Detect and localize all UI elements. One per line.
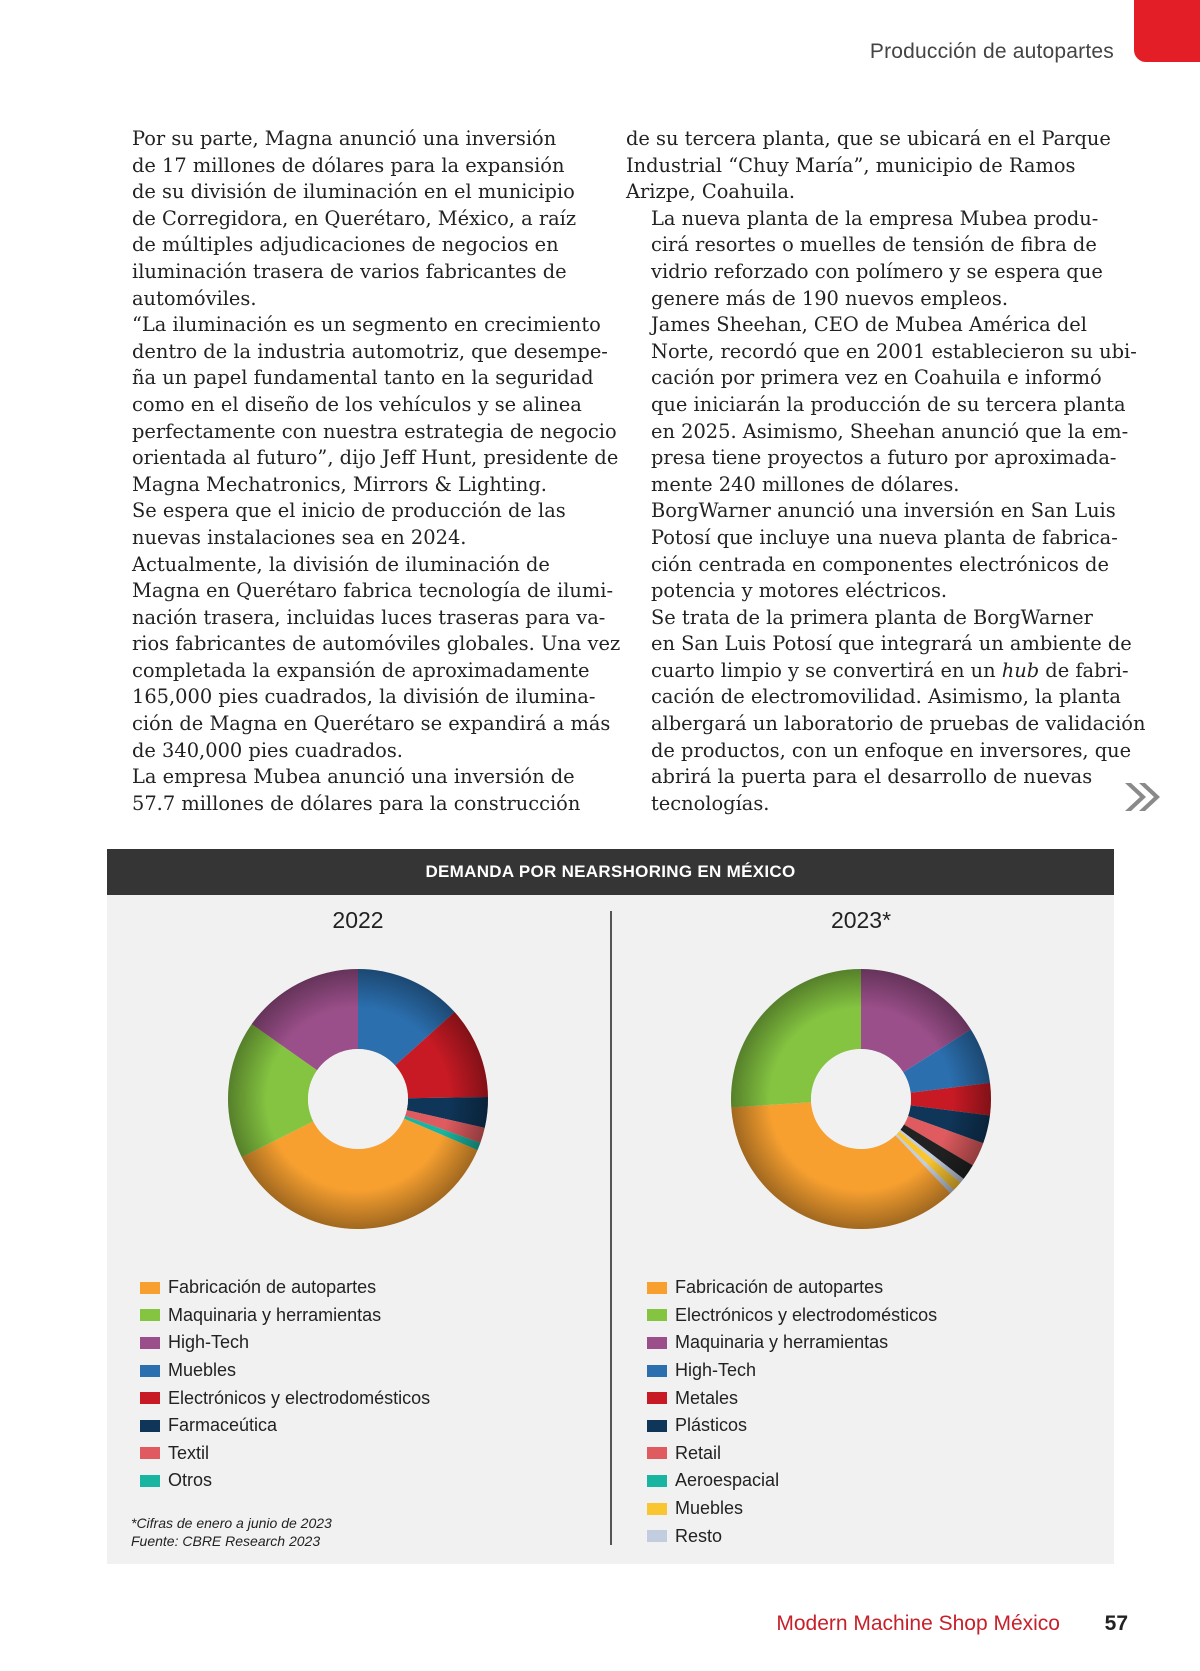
section-color-tab	[1134, 0, 1200, 62]
paragraph	[107, 312, 619, 498]
text-line: “La iluminación es un segmento en crecimiento	[132, 313, 601, 337]
legend-item	[647, 1384, 937, 1412]
legend-label: Electrónicos y electrodomésticos	[168, 1387, 431, 1408]
text-line: genere más de 190 nuevos empleos.	[651, 286, 1008, 310]
legend-item	[647, 1329, 937, 1357]
legend-swatch	[647, 1282, 667, 1294]
paragraph	[626, 312, 1137, 498]
legend-label: Fabricación de autopartes	[168, 1277, 377, 1298]
emphasis-hub: hub	[1001, 658, 1040, 682]
text-line: de múltiples adjudicaciones de negocios en	[132, 233, 559, 257]
text-line: de Corregidora, en Querétaro, México, a raíz	[132, 206, 577, 230]
legend-label: Resto	[675, 1525, 723, 1546]
section-title: Producción de autopartes	[869, 40, 1114, 63]
legend-item	[647, 1467, 937, 1495]
legend-swatch	[140, 1309, 160, 1321]
paragraph	[626, 498, 1116, 604]
paragraph	[107, 552, 621, 765]
chart-2022-subtitle: 2022	[332, 907, 384, 933]
text-line: cirá resortes o muelles de tensión de fibra de	[651, 233, 1097, 257]
legend-item	[140, 1467, 430, 1495]
text-line: abrirá la puerta para el desarrollo de nuevas	[651, 765, 1093, 789]
article-body	[107, 126, 1146, 817]
paragraph	[107, 498, 597, 551]
donut-chart-2022	[208, 949, 508, 1249]
text-line: Industrial “Chuy María”, municipio de Ramos	[626, 153, 1076, 177]
text-line: cación por primera vez en Coahuila e informó	[651, 366, 1102, 390]
legend-label: High-Tech	[168, 1332, 250, 1353]
magazine-name: Modern Machine Shop México	[776, 1612, 1060, 1635]
legend-swatch	[647, 1530, 667, 1542]
text-line: iluminación trasera de varios fabricantes de	[132, 259, 567, 283]
text-line: vidrio reforzado con polímero y se espera que	[651, 259, 1103, 283]
text-line: Magna en Querétaro fabrica tecnología de ilumi-	[132, 579, 614, 603]
text-line: ción centrada en componentes electrónicos de	[651, 552, 1109, 576]
legend-2022	[140, 1274, 430, 1495]
legend-swatch	[140, 1420, 160, 1432]
legend-item	[140, 1440, 430, 1468]
text-line: BorgWarner anunció una inversión en San Luis	[651, 499, 1116, 523]
legend-swatch	[647, 1392, 667, 1404]
legend-label: Metales	[675, 1387, 739, 1408]
text-line: 165,000 pies cuadrados, la división de ilumina-	[132, 685, 596, 709]
text-line: completada la expansión de aproximadamente	[132, 658, 590, 682]
text-line: 57.7 millones de dólares para la construcción	[132, 791, 581, 815]
text-line: Por su parte, Magna anunció una inversión	[132, 127, 557, 150]
legend-item	[647, 1412, 937, 1440]
text-line	[626, 658, 1129, 685]
legend-swatch	[140, 1447, 160, 1459]
legend-label: Textil	[168, 1442, 210, 1463]
text-fragment: cuarto limpio y se convertirá en un	[651, 658, 1002, 682]
text-line: James Sheehan, CEO de Mubea América del	[651, 313, 1087, 337]
legend-item	[647, 1302, 937, 1330]
chart-footnotes	[131, 1514, 332, 1550]
text-line: cación de electromovilidad. Asimismo, la planta	[651, 685, 1121, 709]
paragraph	[626, 605, 1146, 818]
legend-label: Fabricación de autopartes	[675, 1277, 884, 1298]
legend-swatch	[647, 1365, 667, 1377]
text-line: albergará un laboratorio de pruebas de validación	[651, 712, 1146, 736]
text-line: de su división de iluminación en el municipio	[132, 180, 575, 204]
chart-2023-subtitle: 2023*	[830, 907, 892, 933]
legend-swatch	[647, 1503, 667, 1515]
text-line: dentro de la industria automotriz, que desempe-	[132, 339, 608, 363]
legend-item	[140, 1384, 430, 1412]
legend-label: Retail	[675, 1442, 722, 1463]
legend-item	[647, 1357, 937, 1385]
legend-swatch	[140, 1365, 160, 1377]
legend-swatch	[647, 1309, 667, 1321]
footnote-source: Fuente: CBRE Research 2023	[131, 1533, 321, 1549]
text-line: Actualmente, la división de iluminación de	[132, 552, 550, 576]
page-number: 57	[1104, 1612, 1128, 1635]
chart-divider	[610, 911, 612, 1545]
legend-swatch	[647, 1337, 667, 1349]
legend-label: Maquinaria y herramientas	[675, 1332, 889, 1353]
article-column-right	[626, 126, 1146, 817]
legend-item	[647, 1440, 937, 1468]
text-line: que iniciarán la producción de su tercera planta	[651, 392, 1126, 416]
footnote-period: *Cifras de enero a junio de 2023	[131, 1515, 332, 1531]
donut-hole	[308, 1049, 408, 1149]
legend-item	[647, 1495, 937, 1523]
paragraph	[626, 126, 1116, 206]
legend-swatch	[140, 1337, 160, 1349]
paragraph	[107, 126, 597, 312]
legend-2023	[647, 1274, 937, 1550]
text-line: Norte, recordó que en 2001 establecieron su ubi-	[651, 339, 1137, 363]
legend-swatch	[140, 1282, 160, 1294]
text-line: Se espera que el inicio de producción de las	[132, 499, 566, 523]
paragraph	[626, 206, 1116, 312]
text-line: La empresa Mubea anunció una inversión de	[132, 765, 575, 789]
legend-label: High-Tech	[675, 1360, 757, 1381]
legend-swatch	[140, 1392, 160, 1404]
article-column-left	[107, 126, 621, 817]
text-line: ción de Magna en Querétaro se expandirá a más	[132, 712, 611, 736]
text-fragment: de fabri-	[1039, 658, 1129, 682]
text-line: perfectamente con nuestra estrategia de negocio	[132, 419, 617, 443]
text-line: Se trata de la primera planta de BorgWarner	[651, 605, 1093, 629]
legend-swatch	[140, 1475, 160, 1487]
text-line: potencia y motores eléctricos.	[651, 579, 948, 603]
text-line: Magna Mechatronics, Mirrors & Lighting.	[132, 472, 547, 496]
text-line: nuevas instalaciones sea en 2024.	[132, 525, 467, 549]
legend-item	[140, 1274, 430, 1302]
legend-label: Electrónicos y electrodomésticos	[675, 1304, 938, 1325]
double-chevron-right-icon	[1122, 780, 1164, 814]
legend-swatch	[647, 1420, 667, 1432]
legend-label: Maquinaria y herramientas	[168, 1304, 382, 1325]
legend-label: Muebles	[675, 1498, 744, 1519]
legend-label: Farmaceútica	[168, 1415, 278, 1436]
legend-item	[647, 1522, 937, 1550]
legend-label: Otros	[168, 1470, 213, 1491]
text-line: de su tercera planta, que se ubicará en el Parque	[626, 127, 1111, 150]
legend-label: Aeroespacial	[675, 1470, 780, 1491]
text-line: de 17 millones de dólares para la expansión	[132, 153, 565, 177]
donut-chart-2023	[711, 949, 1011, 1249]
text-line: de 340,000 pies cuadrados.	[132, 738, 403, 762]
text-line: automóviles.	[132, 286, 257, 310]
legend-swatch	[647, 1475, 667, 1487]
text-line: ña un papel fundamental tanto en la seguridad	[132, 366, 594, 390]
paragraph	[107, 764, 597, 817]
legend-label: Muebles	[168, 1360, 237, 1381]
text-line: orientada al futuro”, dijo Jeff Hunt, presidente de	[132, 446, 619, 470]
legend-swatch	[647, 1447, 667, 1459]
text-line: en San Luis Potosí que integrará un ambiente de	[651, 632, 1132, 656]
legend-label: Plásticos	[675, 1415, 748, 1436]
text-line: Potosí que incluye una nueva planta de fabrica-	[651, 525, 1118, 549]
text-line: mente 240 millones de dólares.	[651, 472, 960, 496]
legend-item	[647, 1274, 937, 1302]
text-line: nación trasera, incluidas luces traseras para va-	[132, 605, 606, 629]
legend-item	[140, 1412, 430, 1440]
text-line: rios fabricantes de automóviles globales. Una vez	[132, 632, 621, 656]
text-line: de productos, con un enfoque en inversores, que	[651, 738, 1132, 762]
chart-title: DEMANDA POR NEARSHORING EN MÉXICO	[107, 849, 1114, 895]
text-line: en 2025. Asimismo, Sheehan anunció que la em-	[651, 419, 1129, 443]
text-line: como en el diseño de los vehículos y se alinea	[132, 392, 582, 416]
legend-item	[140, 1302, 430, 1330]
legend-item	[140, 1357, 430, 1385]
chart-panel	[107, 849, 1114, 1564]
text-line: tecnologías.	[651, 791, 770, 815]
text-line: Arizpe, Coahuila.	[626, 180, 796, 204]
text-line: presa tiene proyectos a futuro por aproximada-	[651, 446, 1117, 470]
text-line: La nueva planta de la empresa Mubea produ-	[651, 206, 1099, 230]
donut-hole	[811, 1049, 911, 1149]
legend-item	[140, 1329, 430, 1357]
